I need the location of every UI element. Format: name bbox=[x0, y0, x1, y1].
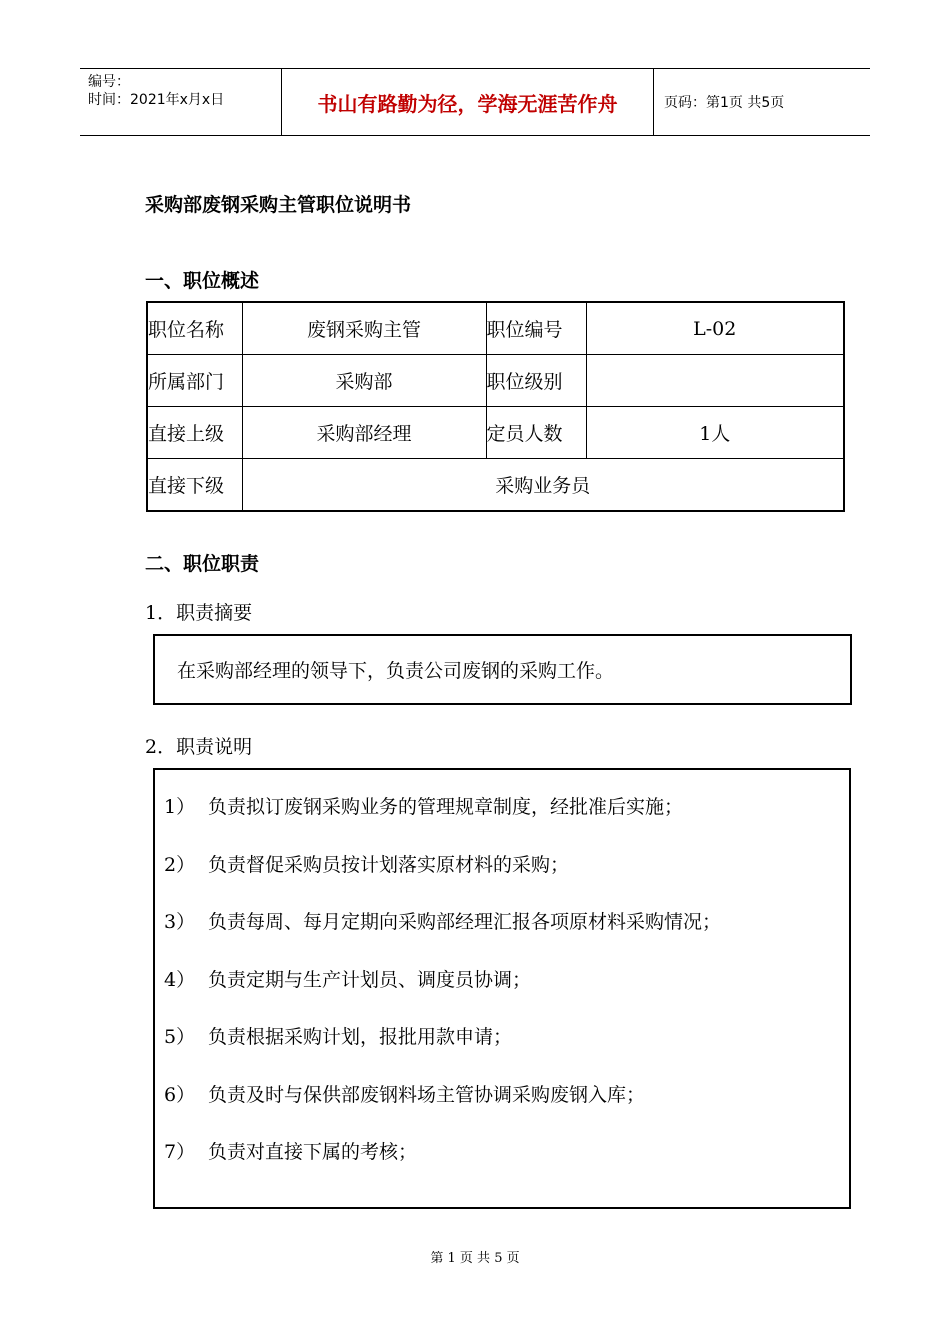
header-meta bbox=[80, 69, 282, 135]
header-motto: 书山有路勤为径，学海无涯苦作舟 bbox=[282, 69, 654, 135]
details-heading: 2．职责说明 bbox=[145, 736, 253, 758]
table-row bbox=[147, 407, 844, 459]
duty-number: 5） bbox=[164, 1026, 196, 1048]
document-time-label: 时间：2021年x月x日 bbox=[88, 92, 225, 108]
table-row bbox=[147, 302, 844, 355]
table-cell: 所属部门 bbox=[147, 355, 242, 407]
table-cell: 采购部 bbox=[242, 355, 486, 407]
table-cell: 废钢采购主管 bbox=[242, 302, 486, 355]
table-cell: 直接上级 bbox=[147, 407, 242, 459]
duty-number: 2） bbox=[164, 853, 196, 876]
duty-number: 3） bbox=[164, 911, 196, 933]
table-cell: 1人 bbox=[586, 407, 844, 459]
table-row bbox=[147, 459, 844, 512]
table-cell: 采购业务员 bbox=[242, 459, 844, 512]
document-number-label: 编号： bbox=[88, 74, 130, 90]
duty-text: 负责根据采购计划，报批用款申请； bbox=[208, 1026, 513, 1048]
duty-text: 负责定期与生产计划员、调度员协调； bbox=[208, 968, 532, 991]
page-header bbox=[80, 68, 870, 136]
duty-text: 负责拟订废钢采购业务的管理规章制度，经批准后实施； bbox=[208, 796, 684, 818]
summary-text: 在采购部经理的领导下，负责公司废钢的采购工作。 bbox=[177, 660, 615, 682]
page-footer: 第 1 页 共 5 页 bbox=[430, 1251, 520, 1266]
duties-box bbox=[153, 768, 851, 1209]
table-cell: 职位级别 bbox=[486, 355, 586, 407]
document-title: 采购部废钢采购主管职位说明书 bbox=[145, 194, 412, 216]
list-item bbox=[164, 792, 849, 850]
table-cell: 采购部经理 bbox=[242, 407, 486, 459]
table-cell: 职位编号 bbox=[486, 302, 586, 355]
duty-text: 负责每周、每月定期向采购部经理汇报各项原材料采购情况； bbox=[208, 911, 722, 933]
duty-number: 7） bbox=[164, 1141, 196, 1163]
table-cell bbox=[586, 355, 844, 407]
duty-number: 6） bbox=[164, 1083, 196, 1106]
table-cell: 直接下级 bbox=[147, 459, 242, 512]
duty-number: 4） bbox=[164, 968, 196, 991]
header-page-label: 页码：第1页 共5页 bbox=[664, 95, 785, 111]
list-item bbox=[164, 1022, 849, 1080]
position-overview-table bbox=[146, 301, 845, 512]
duty-text: 负责对直接下属的考核； bbox=[208, 1141, 418, 1163]
table-row bbox=[147, 355, 844, 407]
section-overview-heading: 一、职位概述 bbox=[145, 270, 260, 292]
list-item bbox=[164, 850, 849, 908]
list-item bbox=[164, 965, 849, 1023]
summary-heading: 1．职责摘要 bbox=[145, 602, 253, 624]
duty-number: 1） bbox=[164, 796, 196, 818]
table-cell: L-02 bbox=[586, 302, 844, 355]
section-duties-heading: 二、职位职责 bbox=[145, 553, 260, 575]
duty-text: 负责督促采购员按计划落实原材料的采购； bbox=[208, 853, 570, 876]
summary-box bbox=[153, 634, 852, 705]
duty-text: 负责及时与保供部废钢料场主管协调采购废钢入库； bbox=[208, 1083, 646, 1106]
list-item bbox=[164, 907, 849, 965]
list-item bbox=[164, 1080, 849, 1138]
table-cell: 职位名称 bbox=[147, 302, 242, 355]
list-item bbox=[164, 1137, 849, 1195]
table-cell: 定员人数 bbox=[486, 407, 586, 459]
